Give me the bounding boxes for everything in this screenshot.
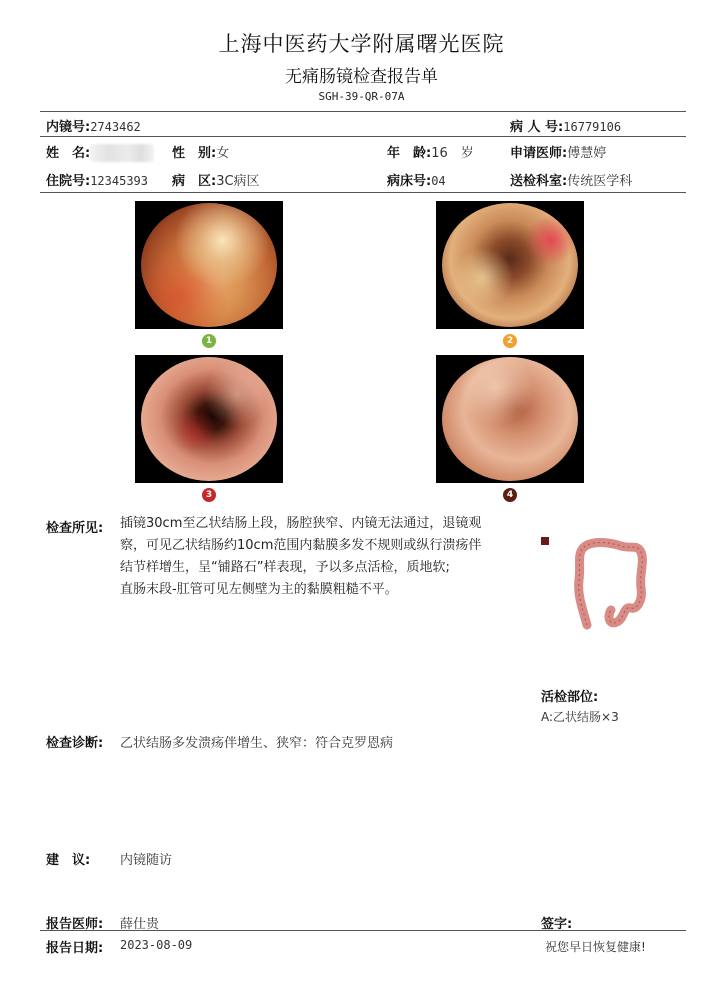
colon-diagram-icon bbox=[565, 530, 650, 635]
bed-label: 病床号: bbox=[387, 174, 432, 189]
dept-field bbox=[510, 170, 632, 189]
patient-number-field bbox=[510, 116, 621, 135]
inpatient-value: 12345393 bbox=[90, 174, 148, 188]
scope-number-field bbox=[46, 116, 141, 135]
endoscopy-image-1 bbox=[135, 201, 283, 329]
name-label: 姓 名: bbox=[46, 146, 91, 161]
image-number-3: 3 bbox=[202, 488, 216, 502]
findings-line: 结节样增生，呈“铺路石”样表现，予以多点活检，质地软; bbox=[120, 560, 450, 575]
doctor-value: 傅慧婷 bbox=[567, 146, 607, 161]
endoscopy-image-3 bbox=[135, 355, 283, 483]
age-label: 年 龄: bbox=[387, 146, 432, 161]
sex-field bbox=[172, 142, 229, 161]
ward-field bbox=[172, 170, 260, 189]
findings-line: 察，可见乙状结肠约10cm范围内黏膜多发不规则或纵行溃疡伴 bbox=[120, 538, 482, 553]
sex-label: 性 别: bbox=[172, 146, 217, 161]
image-number-4: 4 bbox=[503, 488, 517, 502]
biopsy-label: 活检部位: bbox=[541, 690, 599, 705]
endoscopy-image-4 bbox=[436, 355, 584, 483]
findings-label: 检查所见: bbox=[46, 521, 104, 536]
dept-value: 传统医学科 bbox=[567, 174, 633, 189]
bed-field bbox=[387, 170, 446, 189]
diagnosis-label: 检查诊断: bbox=[46, 736, 104, 751]
divider bbox=[40, 111, 686, 112]
findings-line: 直肠末段-肛管可见左侧壁为主的黏膜粗糙不平。 bbox=[120, 582, 398, 597]
divider bbox=[40, 192, 686, 193]
sex-value: 女 bbox=[216, 146, 230, 161]
bed-value: 04 bbox=[431, 174, 446, 188]
findings-text bbox=[120, 513, 530, 601]
report-date-label: 报告日期: bbox=[46, 941, 104, 956]
diagnosis-value: 乙状结肠多发溃疡伴增生、狭窄：符合克罗恩病 bbox=[120, 736, 394, 751]
advice-label: 建 议: bbox=[46, 853, 91, 868]
name-field bbox=[46, 142, 154, 162]
divider bbox=[40, 930, 686, 931]
hospital-name: 上海中医药大学附属曙光医院 bbox=[218, 32, 505, 56]
age-value: 16 岁 bbox=[431, 146, 474, 161]
doctor-field bbox=[510, 142, 606, 161]
image-number-1: 1 bbox=[202, 334, 216, 348]
report-doctor-value: 薛仕贵 bbox=[120, 917, 160, 932]
form-code: SGH-39-QR-07A bbox=[318, 90, 405, 103]
signature-label: 签字: bbox=[541, 917, 573, 932]
ward-value: 3C病区 bbox=[216, 174, 260, 189]
doctor-label: 申请医师: bbox=[510, 146, 568, 161]
inpatient-field bbox=[46, 170, 148, 189]
patient-number-label: 病 人 号: bbox=[510, 120, 564, 135]
advice-value: 内镜随访 bbox=[120, 853, 173, 868]
ward-label: 病 区: bbox=[172, 174, 217, 189]
scope-number-value: 2743462 bbox=[90, 120, 141, 134]
findings-line: 插镜30cm至乙状结肠上段，肠腔狭窄、内镜无法通过，退镜观 bbox=[120, 516, 482, 531]
report-date-value: 2023-08-09 bbox=[120, 938, 193, 952]
biopsy-marker-icon bbox=[541, 537, 549, 545]
age-field bbox=[387, 142, 474, 161]
patient-number-value: 16779106 bbox=[563, 120, 622, 134]
closing-wish: 祝您早日恢复健康! bbox=[545, 940, 646, 954]
biopsy-value: A:乙状结肠×3 bbox=[541, 710, 619, 724]
divider bbox=[40, 136, 686, 137]
inpatient-label: 住院号: bbox=[46, 174, 91, 189]
report-doctor-label: 报告医师: bbox=[46, 917, 104, 932]
dept-label: 送检科室: bbox=[510, 174, 568, 189]
report-title: 无痛肠镜检查报告单 bbox=[285, 67, 438, 87]
image-number-2: 2 bbox=[503, 334, 517, 348]
redacted-name bbox=[90, 144, 154, 162]
scope-number-label: 内镜号: bbox=[46, 120, 91, 135]
endoscopy-image-2 bbox=[436, 201, 584, 329]
